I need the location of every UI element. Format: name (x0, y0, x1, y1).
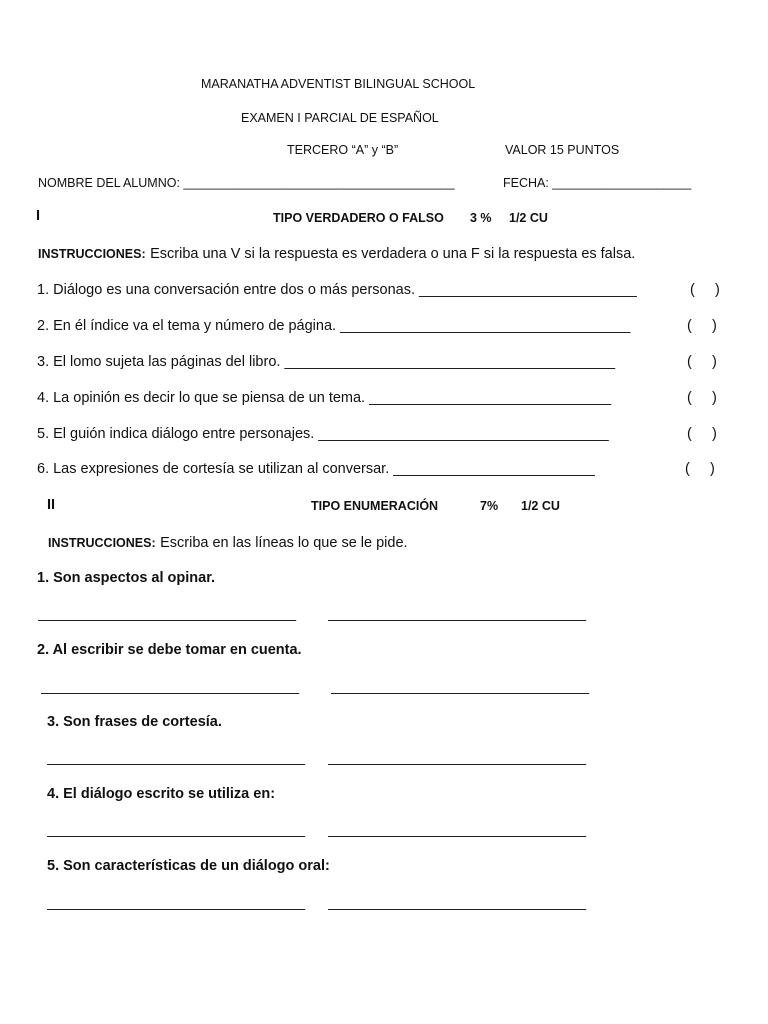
student-name-field[interactable]: NOMBRE DEL ALUMNO: _______________________________________ (38, 176, 455, 190)
enum-answer-line-3a[interactable]: ________________________________ (47, 750, 306, 766)
tf-item-4: 4. La opinión es decir lo que se piensa de un tema. ______________________________ (37, 390, 612, 406)
enum-answer-line-1a[interactable]: ________________________________ (38, 606, 297, 622)
enum-answer-line-4a[interactable]: ________________________________ (47, 822, 306, 838)
tf-answer-box-3[interactable]: ( ) (687, 354, 717, 370)
instructions-text: Escriba en las líneas lo que se le pide. (160, 535, 408, 551)
enum-question-3: 3. Son frases de cortesía. (47, 714, 222, 730)
tf-answer-box-6[interactable]: ( ) (685, 461, 715, 477)
enum-answer-line-4b[interactable]: ________________________________ (328, 822, 587, 838)
section-1-cu: 1/2 CU (509, 211, 548, 225)
enum-question-2: 2. Al escribir se debe tomar en cuenta. (37, 642, 302, 658)
section-1-title: TIPO VERDADERO O FALSO (273, 211, 444, 225)
enum-answer-line-2a[interactable]: ________________________________ (41, 679, 300, 695)
section-1-percent: 3 % (470, 211, 492, 225)
tf-item-3: 3. El lomo sujeta las páginas del libro. _________________________________________ (37, 354, 616, 370)
tf-answer-box-2[interactable]: ( ) (687, 318, 717, 334)
enum-question-1: 1. Son aspectos al opinar. (37, 570, 216, 586)
enum-answer-line-3b[interactable]: ________________________________ (328, 750, 587, 766)
enum-question-4: 4. El diálogo escrito se utiliza en: (47, 786, 276, 802)
date-field[interactable]: FECHA: ____________________ (503, 176, 692, 190)
instructions-text: Escriba una V si la respuesta es verdadera o una F si la respuesta es falsa. (150, 246, 636, 262)
section-1-number: I (36, 208, 41, 224)
section-2-instructions (48, 534, 408, 552)
instructions-label: INSTRUCCIONES: (38, 247, 146, 261)
school-name: MARANATHA ADVENTIST BILINGUAL SCHOOL (201, 77, 476, 91)
value-label: VALOR 15 PUNTOS (505, 143, 620, 157)
tf-item-2: 2. En él índice va el tema y número de página. ____________________________________ (37, 318, 631, 334)
section-2-title: TIPO ENUMERACIÓN (311, 499, 439, 513)
enum-answer-line-5b[interactable]: ________________________________ (328, 895, 587, 911)
enum-answer-line-5a[interactable]: ________________________________ (47, 895, 306, 911)
section-1-instructions (38, 245, 635, 263)
grade-label: TERCERO “A” y “B” (287, 143, 399, 157)
section-2-number: II (47, 497, 56, 513)
tf-answer-box-4[interactable]: ( ) (687, 390, 717, 406)
exam-title: EXAMEN I PARCIAL DE ESPAÑOL (241, 111, 439, 125)
section-2-percent: 7% (480, 499, 499, 513)
enum-answer-line-1b[interactable]: ________________________________ (328, 606, 587, 622)
tf-item-1: 1. Diálogo es una conversación entre dos o más personas. ___________________________ (37, 282, 637, 298)
enum-question-5: 5. Son características de un diálogo oral: (47, 858, 330, 874)
enum-answer-line-2b[interactable]: ________________________________ (331, 679, 590, 695)
tf-item-6: 6. Las expresiones de cortesía se utilizan al conversar. _________________________ (37, 461, 595, 477)
tf-item-5: 5. El guión indica diálogo entre personajes. ____________________________________ (37, 426, 609, 442)
section-2-cu: 1/2 CU (521, 499, 560, 513)
tf-answer-box-1[interactable]: ( ) (690, 282, 720, 298)
instructions-label: INSTRUCCIONES: (48, 536, 156, 550)
tf-answer-box-5[interactable]: ( ) (687, 426, 717, 442)
